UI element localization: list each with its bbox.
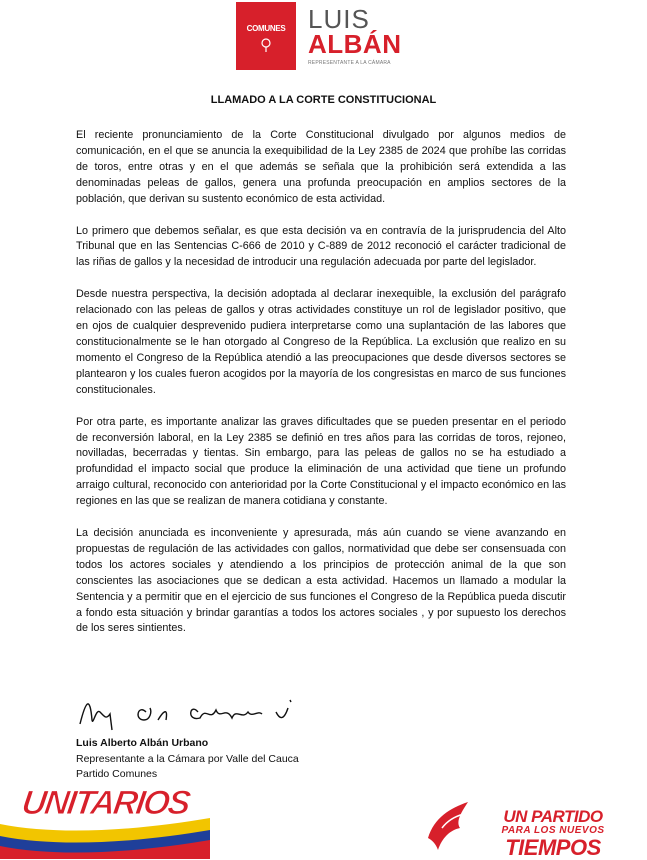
signer-role: Representante a la Cámara por Valle del Cauca — [76, 752, 299, 765]
handwritten-signature — [76, 690, 336, 732]
unitarios-logo — [0, 778, 210, 859]
slogan-text — [478, 808, 628, 859]
document-body — [76, 128, 566, 653]
comunes-logo-block — [236, 2, 296, 70]
signer-block — [76, 736, 299, 783]
paragraph-3: Desde nuestra perspectiva, la decisión adoptada al declarar inexequible, la exclusión del parágrafo relacionado con las peleas de gallos y otras actividades constituye un rol de legislador positivo, que en ojos de cualquier desprevenido pudiera interpretarse como una suplantación de las labores que constitucionalmente se le han otorgado al Congreso de la República. La exclusión que realizo en su momento el Congreso de la República atendió a las preocupaciones que desde diversos sectores se plantearon y los cuales fueron acogidos por la mayoría de los congresistas en marco de sus funciones constitucionales. — [76, 288, 566, 396]
logo-last-name: ALBÁN — [308, 29, 402, 59]
slogan-line-1: UN PARTIDO — [503, 807, 603, 826]
slogan-line-2: PARA LOS NUEVOS — [501, 825, 605, 836]
paragraph-1: El reciente pronunciamiento de la Corte Constitucional divulgado por algunos medios de comunicación, en el que se anuncia la exequibilidad de la Ley 2385 de 2024 que prohíbe las corridas de toros, entre otras y en el que además se señala que la prohibición será extendida a las denominadas peleas de gallos, genera una profunda preocupación en amplios sectores de la población, que derivan su sustento económico de esta actividad. — [76, 129, 566, 205]
paragraph-5: La decisión anunciada es inconveniente y apresurada, más aún cuando se viene avanzando en propuestas de regulación de las actividades con gallos, normatividad que debe ser consensuada con todos los actores sociales y atendiendo a los principios de protección animal de la que son conscientes las asociaciones que se dedican a esta actividad. Hacemos un llamado a modular la Sentencia y a permitir que en el ejercicio de sus funciones el Congreso de la República pueda discutir a fondo esta situación y brindar garantías a todos los actores sociales , y por supuesto los derechos de los seres sintientes. — [76, 527, 566, 635]
dove-icon — [420, 798, 480, 856]
document-title: LLAMADO A LA CORTE CONSTITUCIONAL — [210, 94, 437, 106]
unitarios-wordmark: UNITARIOS — [19, 784, 192, 822]
header-logo — [236, 2, 401, 70]
paragraph-4: Por otra parte, es importante analizar las graves dificultades que se pueden presentar en el periodo de reconversión laboral, en la Ley 2385 se definió en tres años para las corridas de toros, rejoneo, novilladas, becerradas y tientas. Sin embargo, para las peleas de gallos no se ha estudiado a profundidad el impacto social que produce la eliminación de una actividad que tiene un profundo arraigo cultural, reconocido con anterioridad por la Corte Constitucional y el impacto económico en las regiones en las que se realizan de manera cotidiana y constante. — [76, 415, 566, 508]
slogan-block — [420, 790, 647, 859]
signer-party: Partido Comunes — [76, 768, 158, 780]
party-label: COMUNES — [246, 24, 286, 33]
paragraph-2: Lo primero que debemos señalar, es que esta decisión va en contravía de la jurisprudencia del Alto Tribunal que en las Sentencias C-666 de 2010 y C-889 de 2012 reconoció el carácter tradicional de las riñas de gallos y la necesidad de introducir una regulación adecuada por parte del legislador. — [76, 224, 566, 269]
slogan-line-3: TIEMPOS — [505, 835, 601, 860]
signer-name: Luis Alberto Albán Urbano — [76, 737, 209, 749]
rose-icon — [260, 38, 272, 52]
logo-tagline: REPRESENTANTE A LA CÁMARA — [308, 60, 391, 66]
logo-first-name: LUIS — [308, 4, 370, 34]
